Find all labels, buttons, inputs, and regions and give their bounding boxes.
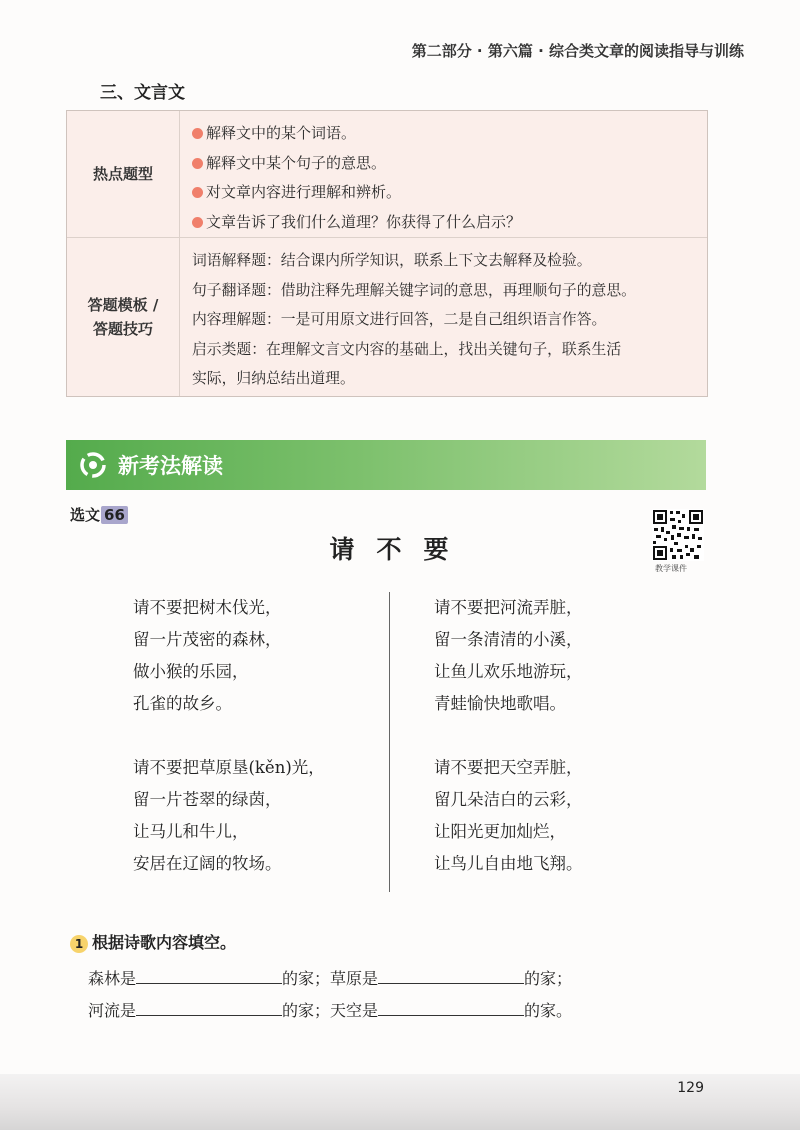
passage-number-badge: 66	[101, 506, 128, 524]
bullet-dot-icon	[192, 158, 203, 169]
question-heading	[70, 930, 236, 953]
poem-line: 留一片苍翠的绿茵，	[133, 790, 282, 809]
tip-line: 启示类题：在理解文言文内容的基础上，找出关键句子，联系生活	[192, 340, 622, 358]
qr-code-icon[interactable]	[652, 509, 704, 561]
poem-line: 让阳光更加灿烂，	[434, 822, 566, 841]
running-header: 第二部分 · 第六篇 · 综合类文章的阅读指导与训练	[411, 42, 744, 60]
table-row-hot-topics	[67, 111, 707, 238]
swirl-icon	[80, 452, 106, 478]
poem-line: 做小猴的乐园，	[133, 662, 249, 681]
table-content-answer-tips	[180, 238, 707, 396]
info-table	[66, 110, 708, 397]
poem-title: 请不要	[329, 535, 471, 564]
poem-line: 请不要把草原垦(kěn)光，	[133, 758, 325, 777]
bullet-item: 解释文中的某个词语。	[192, 119, 697, 149]
fill-blank-row: 河流是 的家；天空是 的家。	[88, 1001, 573, 1020]
table-label-hot-topics: 热点题型	[67, 111, 180, 237]
poem-right-column	[434, 592, 583, 912]
poem-left-column	[133, 592, 325, 912]
tip-line: 词语解释题：结合课内所学知识，联系上下文去解释及检验。	[192, 252, 592, 269]
poem-line: 让马儿和牛儿，	[133, 822, 249, 841]
passage-label: 选文 66	[70, 504, 128, 525]
answer-blank[interactable]	[136, 967, 282, 984]
bullet-dot-icon	[192, 217, 203, 228]
table-content-hot-topics	[180, 111, 707, 237]
page-number: 129	[677, 1080, 704, 1096]
answer-blank[interactable]	[378, 967, 524, 984]
poem-line: 留一片茂密的森林，	[133, 630, 282, 649]
fill-blank-row: 森林是 的家；草原是 的家；	[88, 969, 573, 988]
tip-line: 实际，归纳总结出道理。	[192, 370, 355, 387]
section-heading: 三、文言文	[100, 83, 185, 103]
poem-stanza	[434, 592, 583, 720]
poem-line: 让鱼儿欢乐地游玩，	[434, 662, 583, 681]
poem-line: 留几朵洁白的云彩，	[434, 790, 583, 809]
bullet-item: 对文章内容进行理解和辨析。	[192, 178, 697, 208]
poem-line: 请不要把树木伐光，	[133, 598, 282, 617]
poem-line: 孔雀的故乡。	[133, 694, 232, 713]
poem-column-divider	[389, 592, 390, 892]
poem-line: 安居在辽阔的牧场。	[133, 854, 282, 873]
qr-caption: 教学课件	[655, 564, 687, 573]
poem-stanza	[434, 752, 583, 880]
bullet-dot-icon	[192, 187, 203, 198]
section-banner	[66, 440, 706, 490]
poem-line: 留一条清清的小溪，	[434, 630, 583, 649]
tip-line: 句子翻译题：借助注释先理解关键字词的意思，再理顺句子的意思。	[192, 281, 636, 299]
bullet-item: 文章告诉了我们什么道理？你获得了什么启示？	[192, 208, 697, 238]
poem-stanza	[133, 592, 325, 720]
poem-line: 青蛙愉快地歌唱。	[434, 694, 566, 713]
poem-line: 请不要把天空弄脏，	[434, 758, 583, 777]
answer-blank[interactable]	[378, 999, 524, 1016]
answer-blank[interactable]	[136, 999, 282, 1016]
tip-line: 内容理解题：一是可用原文进行回答，二是自己组织语言作答。	[192, 311, 607, 328]
bullet-item: 解释文中某个句子的意思。	[192, 149, 697, 179]
poem-line: 请不要把河流弄脏，	[434, 598, 583, 617]
poem-line: 让鸟儿自由地飞翔。	[434, 854, 583, 873]
table-label-answer-tips: 答题模板 / 答题技巧	[67, 238, 180, 396]
question-prompt: 根据诗歌内容填空。	[92, 933, 237, 952]
question-number-badge: 1	[70, 935, 88, 953]
table-row-answer-tips	[67, 238, 707, 396]
poem-stanza	[133, 752, 325, 880]
bullet-dot-icon	[192, 128, 203, 139]
banner-title: 新考法解读	[118, 454, 223, 478]
